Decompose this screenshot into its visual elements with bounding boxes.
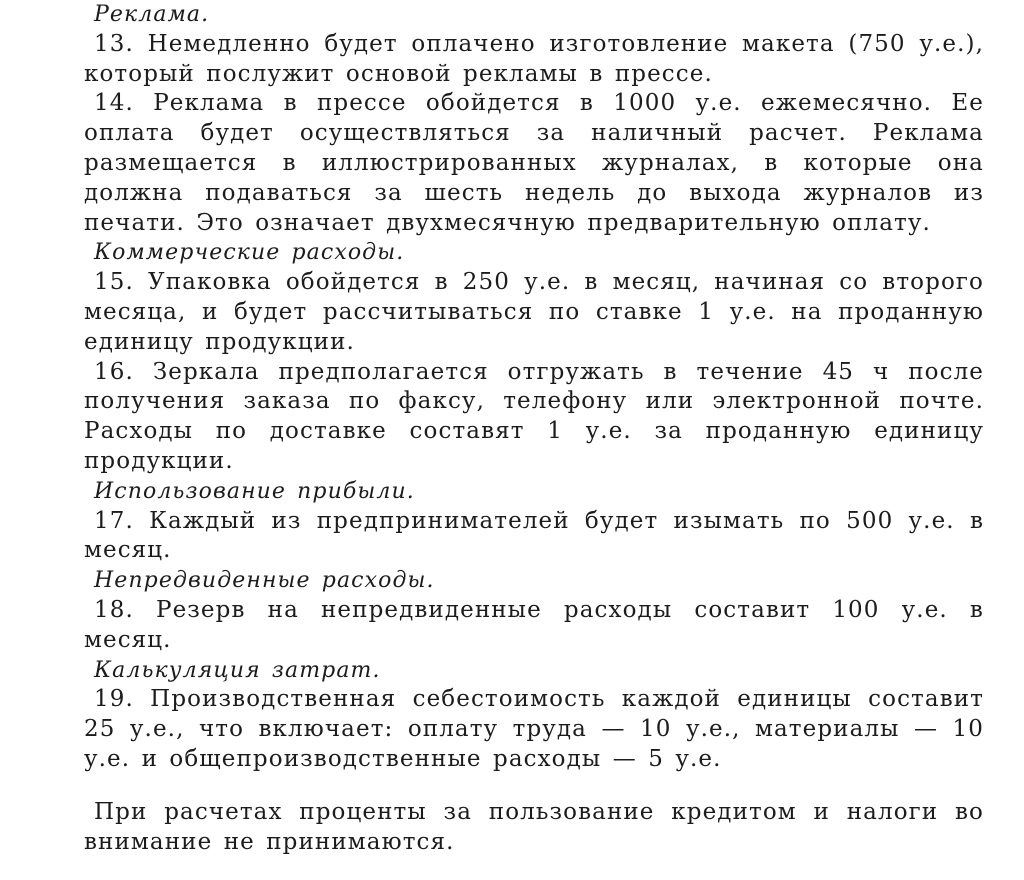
paragraph-13: 13. Немедленно будет оплачено изготовление макета (750 у.е.), который послужит основой рекламы в прессе.: [84, 30, 984, 87]
paragraph-14: 14. Реклама в прессе обойдется в 1000 у.е. ежемесячно. Ее оплата будет осуществляться за наличный расчет. Реклама размещается в иллюстрированных журналах, в которые она должна подаваться за шесть недель до выхода журналов из печати. Это означает двухмесячную предварительную оплату.: [84, 90, 984, 236]
document-page: [84, 0, 984, 880]
section-heading-profit-use: Использование прибыли.: [94, 478, 415, 504]
closing-paragraph: При расчетах проценты за пользование кредитом и налоги во внимание не принимаются.: [84, 798, 984, 855]
section-heading-cost-calculation: Калькуляция затрат.: [94, 657, 381, 683]
section-heading-commercial-expenses: Коммерческие расходы.: [94, 240, 405, 266]
paragraph-17: 17. Каждый из предпринимателей будет изымать по 500 у.е. в месяц.: [84, 507, 984, 564]
section-heading-unforeseen-expenses: Непредвиденные расходы.: [94, 568, 435, 594]
section-heading-advertising: Реклама.: [94, 2, 210, 27]
paragraph-18: 18. Резерв на непредвиденные расходы составит 100 у.е. в месяц.: [84, 596, 984, 653]
paragraph-16: 16. Зеркала предполагается отгружать в течение 45 ч после получения заказа по факсу, телефону или электронной почте. Расходы по доставке составят 1 у.е. за проданную единицу продукции.: [84, 358, 984, 474]
paragraph-19: 19. Производственная себестоимость каждой единицы составит 25 у.е., что включает: оплату труда — 10 у.е., материалы — 10 у.е. и общепроизводственные расходы — 5 у.е.: [84, 686, 984, 772]
paragraph-15: 15. Упаковка обойдется в 250 у.е. в месяц, начиная со второго месяца, и будет рассчитываться по ставке 1 у.е. на проданную единицу продукции.: [84, 269, 984, 355]
